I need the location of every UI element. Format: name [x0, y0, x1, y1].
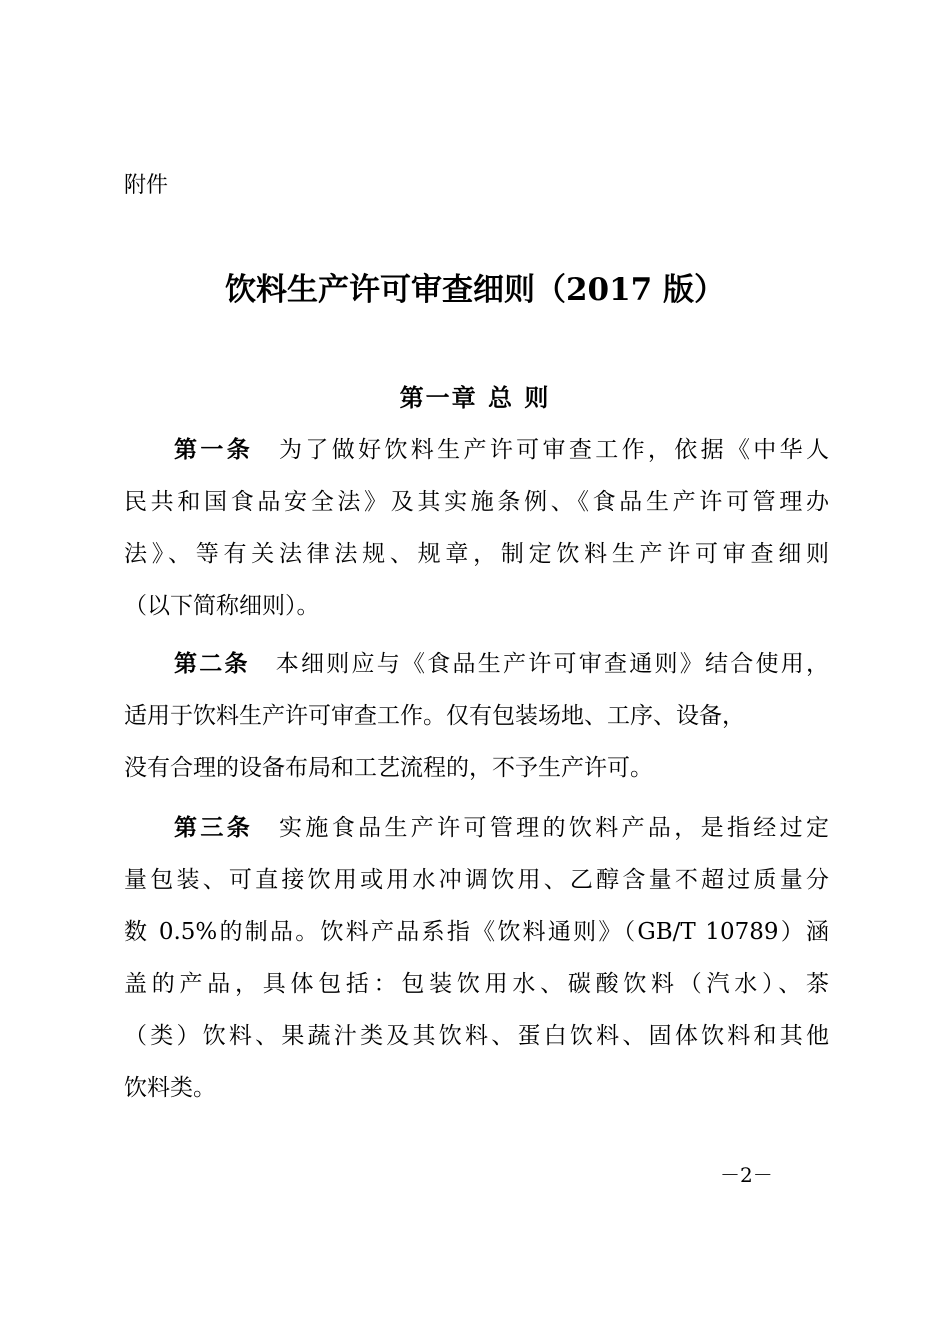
article-3-line-1-text: 实施食品生产许可管理的饮料产品，是指经过定	[279, 815, 830, 841]
article-2-line-2: 适用于饮料生产许可审查工作。仅有包装场地、工序、设备，	[124, 703, 745, 729]
article-1-label: 第一条	[174, 437, 254, 463]
article-3-line-2: 量包装、可直接饮用或用水冲调饮用、乙醇含量不超过质量分	[124, 867, 829, 893]
article-2-line-1-text: 本细则应与《食品生产许可审查通则》结合使用，	[275, 651, 829, 677]
article-3	[124, 802, 829, 1114]
document-title: 饮料生产许可审查细则（2017 版）	[224, 272, 726, 308]
article-3-line-1	[124, 802, 829, 854]
article-3-line-4: 盖的产品，具体包括：包装饮用水、碳酸饮料（汽水）、茶	[124, 971, 829, 997]
page-number: －2－	[720, 1163, 773, 1187]
article-1-line-1	[124, 424, 829, 476]
article-2	[124, 638, 829, 794]
article-1-line-3: 法》、等有关法律法规、规章，制定饮料生产许可审查细则	[124, 541, 829, 567]
article-3-label: 第三条	[174, 815, 254, 841]
article-1-line-1-text: 为了做好饮料生产许可审查工作，依据《中华人	[279, 437, 830, 463]
article-1	[124, 424, 829, 632]
article-2-line-3: 没有合理的设备布局和工艺流程的，不予生产许可。	[124, 755, 653, 781]
article-3-line-6: 饮料类。	[124, 1075, 216, 1101]
attachment-label: 附件	[124, 173, 169, 198]
article-3-line-3: 数 0.5%的制品。饮料产品系指《饮料通则》（GB/T 10789）涵	[124, 919, 829, 945]
article-2-label: 第二条	[174, 651, 250, 677]
article-1-line-4: （以下简称细则）。	[124, 593, 320, 619]
article-3-line-5: （类）饮料、果蔬汁类及其饮料、蛋白饮料、固体饮料和其他	[124, 1023, 829, 1049]
article-2-line-1	[124, 638, 829, 690]
article-1-line-2: 民共和国食品安全法》及其实施条例、《食品生产许可管理办	[124, 489, 829, 515]
chapter-heading: 第一章 总 则	[399, 383, 551, 412]
